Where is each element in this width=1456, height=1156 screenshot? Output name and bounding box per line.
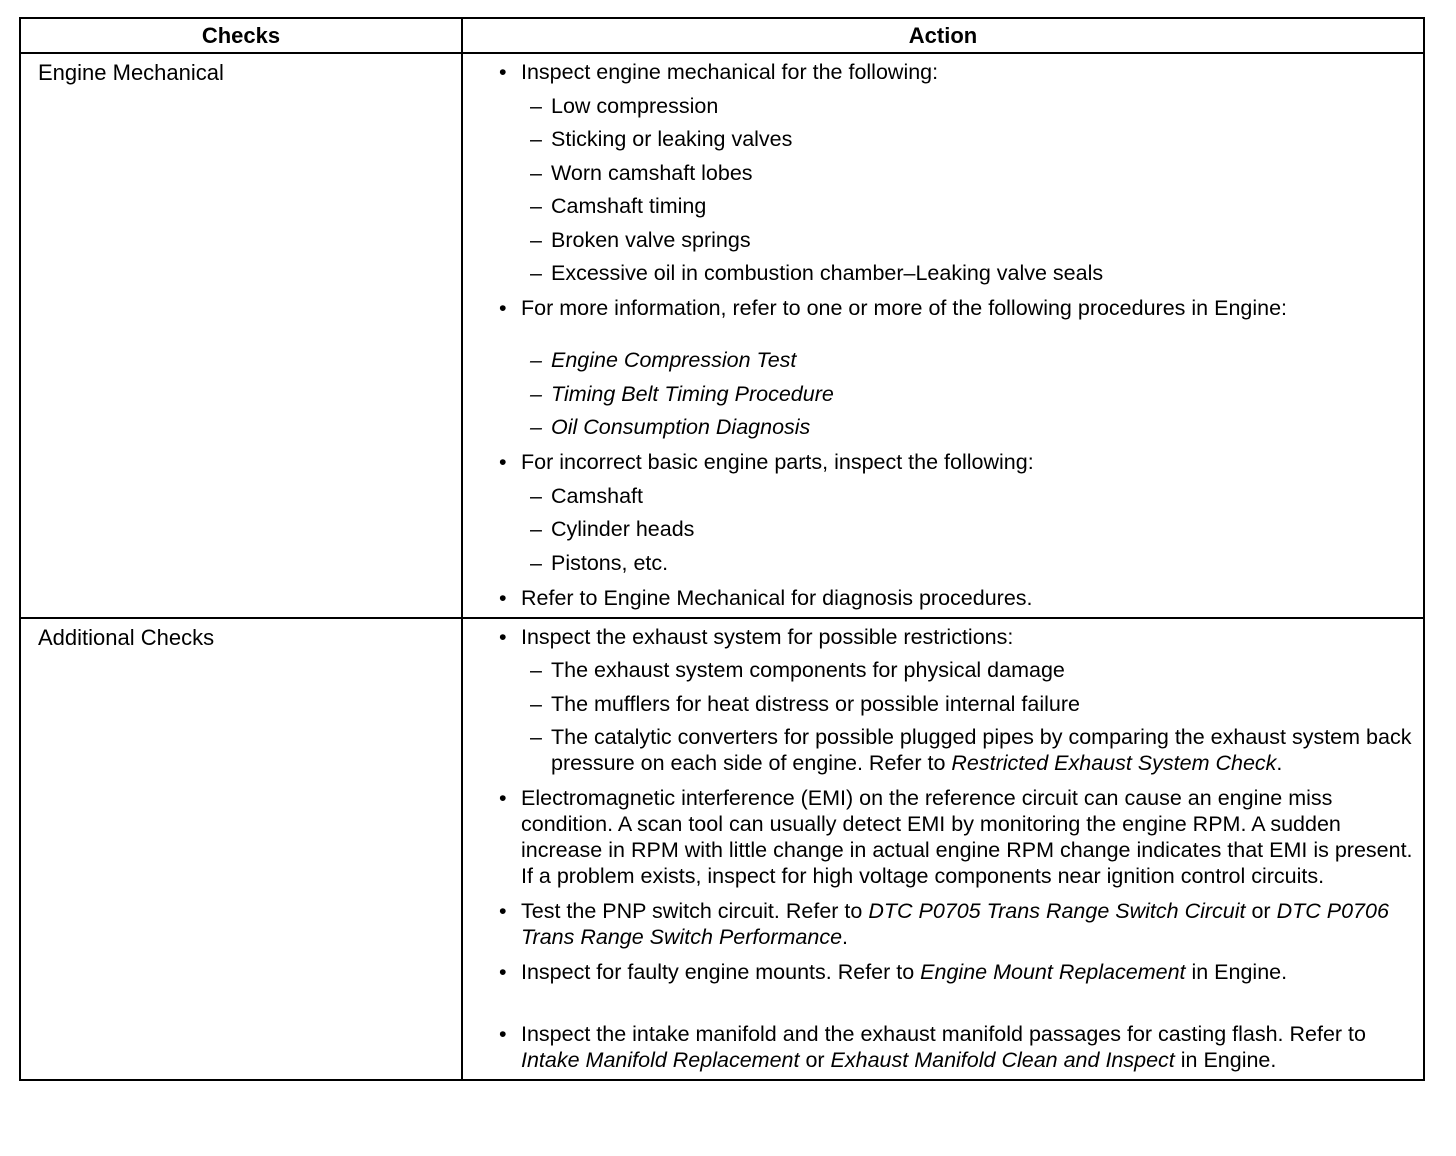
list-item [463,59,1417,286]
sub-item-text: . [1276,751,1283,775]
sub-item: – Pistons, etc. [521,550,1417,576]
sub-item-text: The catalytic converters for possible plugged pipes by comparing the exhaust system back pressure on each side of engine. Refer to [551,725,1412,775]
list-item [463,585,1417,611]
header-action: Action [462,18,1424,53]
bullet-text: Test the PNP switch circuit. Refer to [521,899,869,923]
bullet-text: Inspect the intake manifold and the exhaust manifold passages for casting flash. Refer to [521,1022,1366,1046]
sub-item: – Cylinder heads [521,516,1417,542]
sub-item-reference: – Oil Consumption Diagnosis [521,414,1417,440]
bullet-text: Inspect engine mechanical for the following: [521,60,939,84]
action-cell [462,618,1424,1081]
sub-list [521,657,1417,776]
checks-action-table [19,17,1425,1081]
list-item [463,898,1417,950]
header-checks: Checks [20,18,462,53]
sub-item: – Camshaft timing [521,193,1417,219]
sub-item: – Camshaft [521,483,1417,509]
sub-item [521,724,1417,776]
sub-item: – Broken valve springs [521,227,1417,253]
reference-text: Intake Manifold Replacement [521,1048,800,1072]
reference-text: Engine Mount Replacement [920,960,1186,984]
sub-item: – Sticking or leaking valves [521,126,1417,152]
list-item [463,624,1417,777]
bullet-text: Electromagnetic interference (EMI) on the reference circuit can cause an engine miss condition. A scan tool can usually detect EMI by monitoring the engine RPM. A sudden increase in RPM with little change in actual engine RPM change indicates that EMI is present. If a problem exists, inspect for high voltage components near ignition control circuits. [521,786,1413,888]
bullet-text: in Engine. [1174,1048,1277,1072]
sub-item: – Low compression [521,93,1417,119]
list-item [463,449,1417,576]
sub-item-reference: – Timing Belt Timing Procedure [521,381,1417,407]
reference-text: Restricted Exhaust System Check [951,751,1277,775]
bullet-text: or [799,1048,831,1072]
table-row [20,618,1424,1081]
reference-text: DTC P0706 Trans Range Switch Performance [521,899,1389,949]
bullet-text: For more information, refer to one or more of the following procedures in Engine: [521,296,1288,320]
sub-list [521,93,1417,287]
list-item [463,295,1417,440]
bullet-text: in Engine. [1185,960,1288,984]
list-item [463,785,1417,889]
list-item [463,1021,1417,1073]
bullet-text: Inspect the exhaust system for possible restrictions: [521,624,1014,649]
header-row [20,18,1424,53]
sub-list [521,347,1417,440]
reference-text: Exhaust Manifold Clean and Inspect [830,1048,1175,1072]
bullet-text: . [842,925,849,949]
action-cell [462,53,1424,618]
table-row [20,53,1424,618]
sub-item: – The mufflers for heat distress or possible internal failure [521,691,1417,717]
action-list [463,624,1417,1074]
action-list [463,59,1417,611]
sub-item: – Worn camshaft lobes [521,160,1417,186]
bullet-text: For incorrect basic engine parts, inspect the following: [521,450,1034,474]
check-name: Additional Checks [20,618,462,1081]
bullet-text: Inspect for faulty engine mounts. Refer to [521,960,921,984]
sub-item: – Excessive oil in combustion chamber–Leaking valve seals [521,260,1417,286]
sub-list [521,483,1417,576]
sub-item: – The exhaust system components for physical damage [521,657,1417,683]
bullet-text: or [1245,899,1277,923]
reference-text: DTC P0705 Trans Range Switch Circuit [868,899,1246,923]
sub-item-reference: – Engine Compression Test [521,347,1417,373]
check-name: Engine Mechanical [20,53,462,618]
list-item [463,959,1417,985]
bullet-text: Refer to Engine Mechanical for diagnosis procedures. [521,585,1033,610]
